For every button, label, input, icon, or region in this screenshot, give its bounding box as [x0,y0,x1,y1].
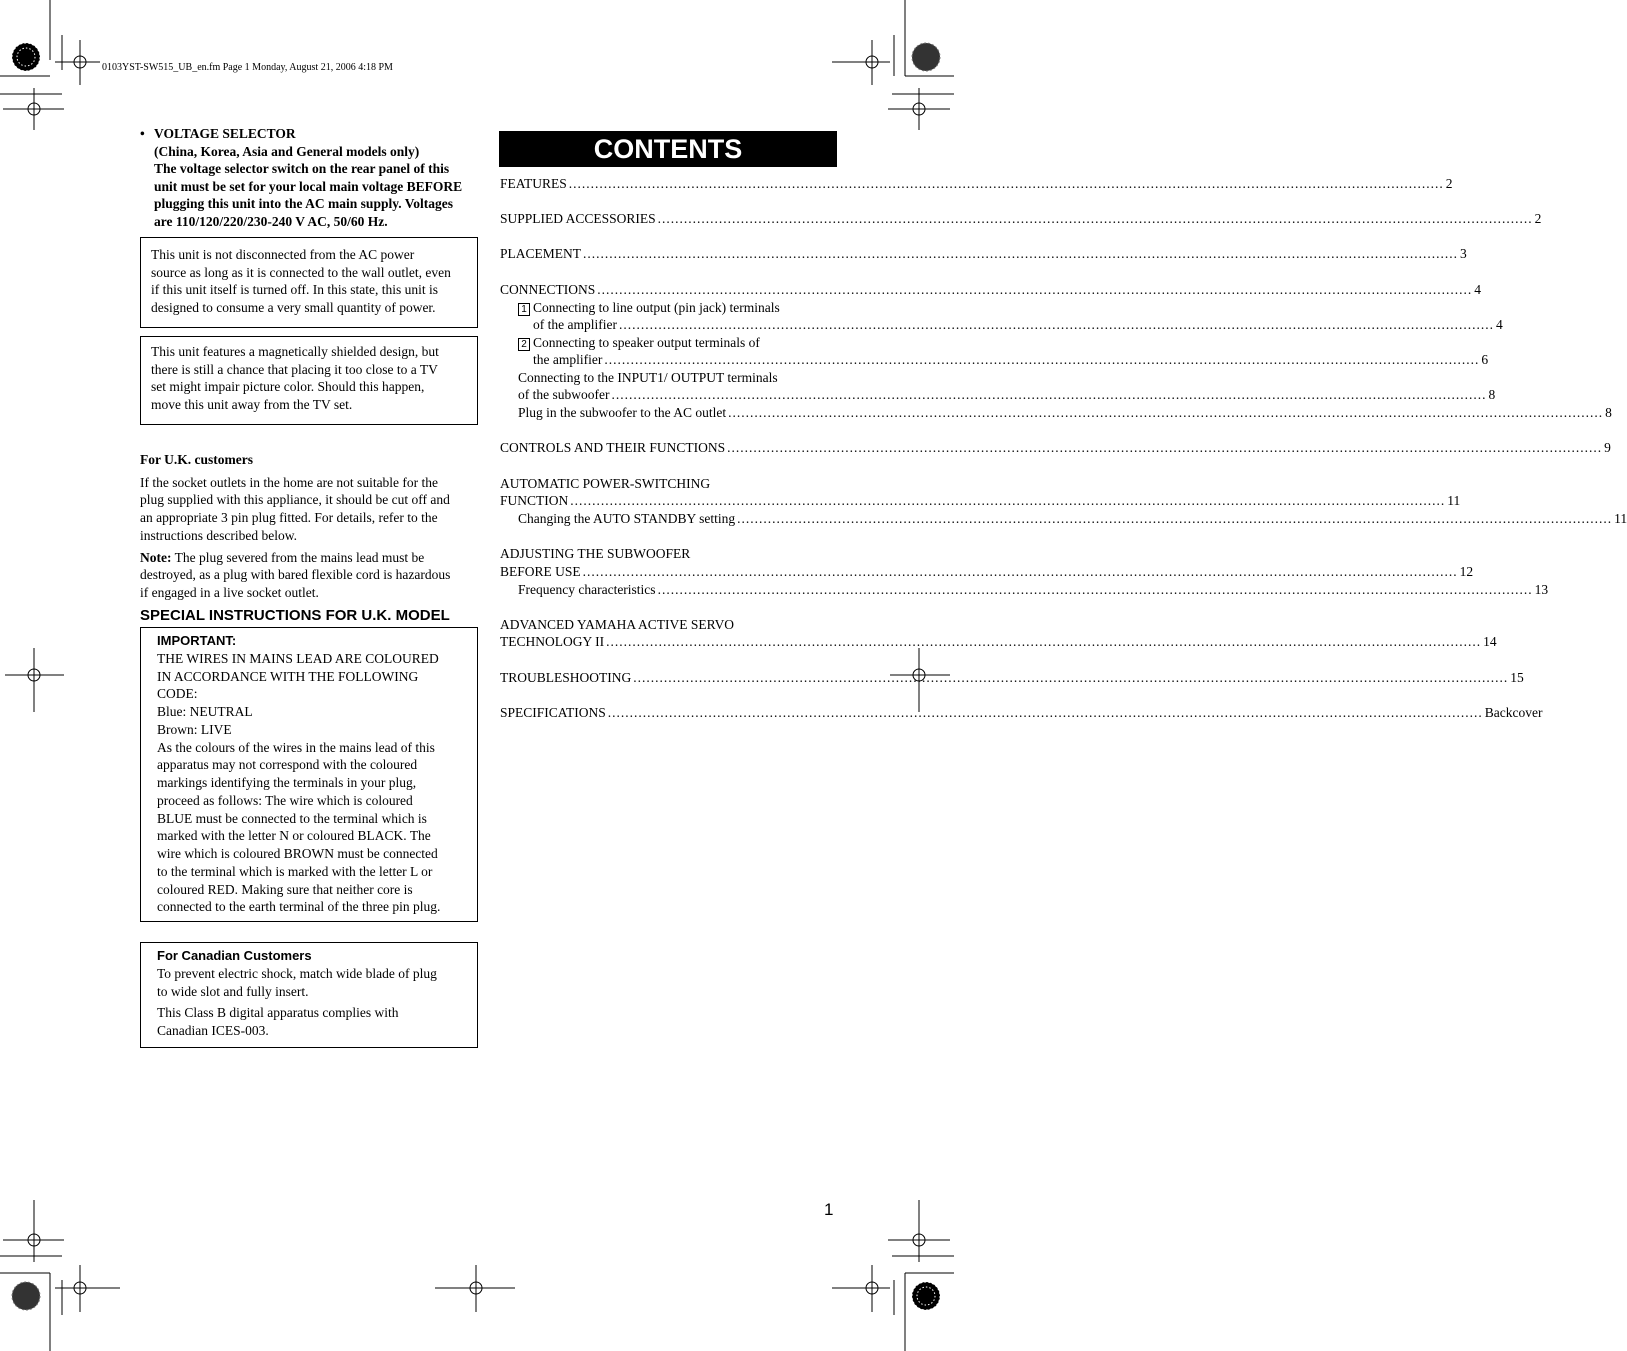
canadian-line: Canadian ICES-003. [157,1023,269,1038]
power-line: This unit is not disconnected from the AC power [151,247,415,262]
note-line: The plug severed from the mains lead must be [171,549,425,565]
shield-line: move this unit away from the TV set. [151,397,353,413]
uk-line: plug supplied with this appliance, it should be cut off and [140,492,450,508]
toc-page: 4 [1495,317,1503,332]
voltage-line: The voltage selector switch on the rear panel of this [154,161,450,177]
toc-label: SPECIFICATIONS [500,705,606,720]
important-line: apparatus may not correspond with the coloured [157,757,418,773]
toc-label: FEATURES [500,176,567,191]
toc-entry [500,211,1542,227]
toc-leader: ........................................................................................................................................................................................................ [728,405,1604,420]
toc-label: of the amplifier [533,317,617,332]
toc-leader: ........................................................................................................................................................................................................ [611,387,1487,402]
toc-label: CONTROLS AND THEIR FUNCTIONS [500,440,726,455]
important-line: marked with the letter N or coloured BLACK. The [157,828,431,844]
toc-entry [500,670,1524,686]
uk-line: instructions described below. [140,527,297,543]
voltage-line: (China, Korea, Asia and General models only) [154,143,420,159]
toc-label: Frequency characteristics [518,582,656,597]
important-line: Brown: LIVE [157,721,232,737]
shield-notice-box [140,336,478,425]
canadian-line: to wide slot and fully insert. [157,984,309,999]
toc-label: TROUBLESHOOTING [500,670,632,685]
toc-label: AUTOMATIC POWER-SWITCHING [500,476,711,491]
note-label: Note: [140,549,172,565]
important-line: wire which is coloured BROWN must be connected [157,846,438,861]
toc-leader: ........................................................................................................................................................................................................ [657,211,1533,226]
toc-entry [500,564,1474,580]
toc-entry [500,370,831,386]
step-number-badge: 2 [518,338,530,351]
important-line: BLUE must be connected to the terminal which is [157,810,427,826]
special-instructions-title: SPECIAL INSTRUCTIONS FOR U.K. MODEL [140,607,450,624]
important-line: markings identifying the terminals in your plug, [157,775,417,790]
uk-customers-section [140,451,478,606]
bullet: • [140,126,145,141]
toc-leader: ........................................................................................................................................................................................................ [607,705,1483,720]
voltage-selector-notice [140,125,480,231]
power-line: designed to consume a very small quantity of power. [151,300,436,316]
toc-leader: ........................................................................................................................................................................................................ [633,670,1509,685]
toc-entry [500,317,1503,333]
toc-page: 4 [1474,282,1482,297]
toc-leader: ........................................................................................................................................................................................................ [604,352,1480,367]
toc-label: TECHNOLOGY II [500,634,605,649]
toc-page: 13 [1534,582,1549,597]
toc-label: PLACEMENT [500,246,581,261]
toc-leader: ........................................................................................................................................................................................................ [618,317,1494,332]
toc-entry [500,300,831,316]
toc-entry [500,440,1611,456]
power-line: source as long as it is connected to the wall outlet, even [151,264,451,280]
voltage-line: VOLTAGE SELECTOR [154,126,296,141]
toc-entry [500,705,1543,721]
important-line: CODE: [157,686,198,702]
toc-label: ADJUSTING THE SUBWOOFER [500,546,691,561]
toc-entry [500,634,1497,650]
toc-entry [500,582,1549,598]
toc-entry [500,405,1612,421]
toc-page: 14 [1483,634,1497,649]
voltage-line: unit must be set for your local main voltage BEFORE [154,178,463,194]
note-line: if engaged in a live socket outlet. [140,584,319,600]
canadian-paragraph [157,1004,467,1040]
contents-title: CONTENTS [499,131,837,167]
toc-page: 11 [1447,493,1461,508]
important-label: IMPORTANT: [157,633,237,648]
toc-page: 2 [1534,211,1542,226]
toc-entry [500,511,1627,527]
toc-page: 2 [1445,176,1453,191]
toc-leader: ........................................................................................................................................................................................................ [606,634,1482,649]
toc-label: Plug in the subwoofer to the AC outlet [518,405,727,420]
power-line: if this unit itself is turned off. In this state, this unit is [151,282,438,298]
canadian-heading: For Canadian Customers [157,948,312,963]
toc-label: Connecting to the INPUT1/ OUTPUT terminals [518,370,778,385]
toc-page: 15 [1510,670,1524,685]
canadian-box [140,942,478,1048]
uk-line: an appropriate 3 pin plug fitted. For details, refer to the [140,510,438,526]
important-line: Blue: NEUTRAL [157,704,253,719]
toc-entry [500,335,831,351]
toc-entry [500,493,1461,509]
voltage-line: plugging this unit into the AC main supply. Voltages [154,196,453,212]
toc-page: 12 [1459,564,1474,579]
toc-entry [500,617,831,633]
page-number: 1 [824,1200,834,1219]
toc-label: Changing the AUTO STANDBY setting [518,511,736,526]
important-line: THE WIRES IN MAINS LEAD ARE COLOURED [157,650,439,666]
toc-leader: ........................................................................................................................................................................................................ [737,511,1613,526]
toc-label: SUPPLIED ACCESSORIES [500,211,656,226]
toc-label: Connecting to line output (pin jack) terminals [533,300,780,315]
uk-note [140,549,478,602]
toc-label: of the subwoofer [518,387,610,402]
toc-entry [500,352,1489,368]
important-line: coloured RED. Making sure that neither core is [157,881,413,897]
toc-leader: ........................................................................................................................................................................................................ [583,246,1458,261]
shield-line: there is still a chance that placing it too close to a TV [151,361,438,377]
important-line: connected to the earth terminal of the three pin plug. [157,899,441,915]
toc-page: 3 [1460,246,1467,261]
shield-line: This unit features a magnetically shielded design, but [151,344,439,359]
toc-entry [500,476,831,492]
toc-page: 11 [1614,511,1627,526]
toc-entry [500,546,831,562]
toc-label: the amplifier [533,352,603,367]
toc-page: 6 [1481,352,1489,367]
shield-line: set might impair picture color. Should this happen, [151,379,425,395]
toc-label: CONNECTIONS [500,282,596,297]
toc-label: FUNCTION [500,493,569,508]
toc-leader: ........................................................................................................................................................................................................ [727,440,1603,455]
uk-heading: For U.K. customers [140,452,253,467]
important-line: IN ACCORDANCE WITH THE FOLLOWING [157,668,419,684]
toc-entry [500,246,1467,262]
uk-paragraph [140,474,478,545]
toc-entry [500,176,1453,192]
toc-entry [500,387,1496,403]
uk-line: If the socket outlets in the home are not suitable for the [140,474,439,490]
toc-page: 9 [1604,440,1611,455]
important-line: proceed as follows: The wire which is coloured [157,792,413,808]
toc-leader: ........................................................................................................................................................................................................ [597,282,1473,297]
toc-leader: ........................................................................................................................................................................................................ [657,582,1533,597]
important-box [140,627,478,922]
voltage-line: are 110/120/220/230-240 V AC, 50/60 Hz. [154,213,388,229]
canadian-line: This Class B digital apparatus complies with [157,1005,399,1020]
power-notice-box [140,237,478,328]
canadian-line: To prevent electric shock, match wide blade of plug [157,966,437,981]
toc-entry [500,282,1482,298]
toc-page: 8 [1605,405,1612,420]
toc-label: Connecting to speaker output terminals of [533,335,760,350]
toc-leader: ........................................................................................................................................................................................................ [570,493,1446,508]
toc-page: Backcover [1484,705,1543,720]
important-line: to the terminal which is marked with the letter L or [157,863,433,879]
step-number-badge: 1 [518,303,530,316]
important-line: As the colours of the wires in the mains lead of this [157,739,435,755]
file-slug: 0103YST-SW515_UB_en.fm Page 1 Monday, August 21, 2006 4:18 PM [102,62,393,73]
toc-leader: ........................................................................................................................................................................................................ [582,564,1458,579]
toc-label: BEFORE USE [500,564,581,579]
canadian-paragraph [157,965,467,1001]
toc-label: ADVANCED YAMAHA ACTIVE SERVO [500,617,735,632]
note-line: destroyed, as a plug with bared flexible cord is hazardous [140,567,451,583]
toc-page: 8 [1488,387,1496,402]
toc-leader: ........................................................................................................................................................................................................ [568,176,1444,191]
